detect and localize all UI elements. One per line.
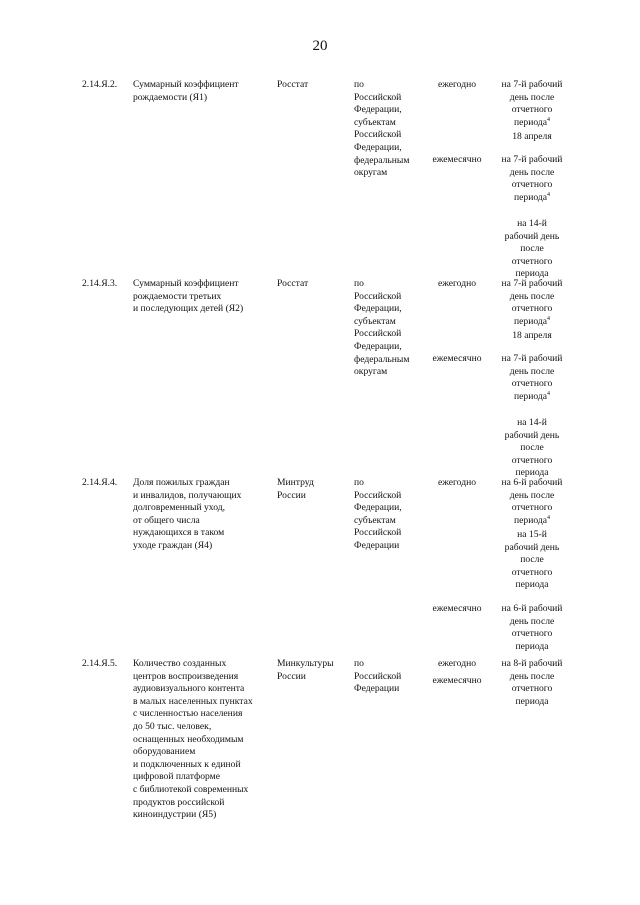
deadline-line: [494, 417, 570, 430]
indicator-name-line: и подключенных к единой: [133, 758, 241, 770]
detail-level: [354, 79, 424, 180]
deadline-text: отчетного: [511, 104, 553, 116]
indicator-name: [133, 278, 273, 316]
deadline-line: [494, 603, 570, 616]
deadline-line: [494, 542, 570, 555]
deadline-line: [494, 92, 570, 105]
detail-level-line: Российской: [354, 489, 402, 501]
deadline-line: [494, 104, 570, 117]
footnote-mark: 4: [546, 116, 550, 123]
deadline: [494, 131, 570, 144]
indicator-code: 2.14.Я.4.: [82, 477, 118, 488]
responsible-agency-line: Минтруд: [277, 477, 314, 488]
detail-level-line: субъектам: [354, 514, 396, 526]
deadline: [494, 477, 570, 527]
deadline-text: на 7-й рабочий: [501, 278, 563, 289]
responsible-agency-line: России: [277, 670, 306, 682]
deadline-line: [494, 79, 570, 92]
deadline-text: отчетного: [511, 502, 553, 514]
indicator-name-line: долговременный уход,: [133, 502, 226, 514]
deadline-text: на 8-й рабочий: [501, 658, 563, 669]
deadline: [494, 658, 570, 708]
indicator-name-line: продуктов российской: [133, 796, 225, 808]
responsible-agency-line: России: [277, 489, 306, 501]
periodicity: ежегодно: [437, 658, 477, 669]
deadline-line: [494, 567, 570, 580]
deadline-text: отчетного: [511, 628, 553, 640]
deadline-text: отчетного: [511, 255, 553, 267]
deadline-text: периода: [515, 695, 549, 707]
deadline-line: [494, 167, 570, 180]
deadline-text: периода: [514, 116, 547, 128]
responsible-agency-line: Минкультуры: [277, 658, 334, 669]
indicator-name-line: до 50 тыс. человек,: [133, 720, 212, 732]
deadline: [494, 218, 570, 281]
deadline-text: рабочий день: [504, 541, 560, 553]
responsible-agency-line: Росстат: [277, 278, 309, 289]
table-row: [0, 658, 640, 838]
indicator-code: 2.14.Я.3.: [82, 278, 118, 289]
deadline-line: [494, 256, 570, 269]
footnote-mark: 4: [546, 315, 550, 322]
indicator-name-line: и последующих детей (Я2): [133, 303, 244, 315]
deadline-line: [494, 628, 570, 641]
indicator-name-line: с библиотекой современных: [133, 783, 249, 795]
indicator-name-line: от общего числа: [133, 514, 200, 526]
page-number: 20: [312, 38, 328, 54]
deadline: [494, 278, 570, 328]
deadline: [494, 603, 570, 653]
deadline-line: [494, 683, 570, 696]
indicator-name: [133, 79, 273, 104]
deadline-line: [494, 641, 570, 654]
detail-level: [354, 477, 424, 553]
indicator-name-line: в малых населенных пунктах: [133, 695, 253, 707]
indicator-name-line: центров воспроизведения: [133, 670, 239, 682]
deadline-text: периода: [514, 191, 547, 203]
table-row: [0, 278, 640, 479]
deadline-line: [494, 391, 570, 404]
deadline-line: [494, 616, 570, 629]
indicator-name-line: цифровой платформе: [133, 771, 220, 783]
indicator-name-line: киноиндустрии (Я5): [133, 809, 217, 821]
footnote-mark: 4: [546, 514, 550, 521]
deadline-line: [494, 117, 570, 130]
detail-level-line: по: [354, 79, 364, 90]
deadline-line: [494, 477, 570, 490]
deadline-line: [494, 366, 570, 379]
indicator-name-line: оснащенных необходимым: [133, 733, 244, 745]
responsible-agency: [277, 658, 349, 683]
deadline: [494, 330, 570, 343]
detail-level-line: федеральным: [354, 154, 410, 166]
detail-level-line: Федерации,: [354, 141, 402, 153]
deadline-text: день после: [509, 91, 555, 103]
indicator-name-line: с численностью населения: [133, 708, 243, 720]
deadline-text: периода: [515, 579, 549, 591]
deadline: [494, 417, 570, 480]
deadline: [494, 154, 570, 204]
detail-level-line: по: [354, 477, 364, 488]
deadline-text: отчетного: [511, 303, 553, 315]
deadline-line: [494, 529, 570, 542]
indicator-code: 2.14.Я.5.: [82, 658, 118, 669]
deadline-text: день после: [509, 615, 555, 627]
deadline-text: периода: [514, 514, 547, 526]
deadline-line: [494, 554, 570, 567]
deadline-line: [494, 218, 570, 231]
deadline-text: периода: [515, 467, 549, 479]
responsible-agency-line: Росстат: [277, 79, 309, 90]
deadline-text: на 7-й рабочий: [501, 79, 563, 90]
table-row: [0, 477, 640, 657]
indicator-name-line: Суммарный коэффициент: [133, 79, 239, 90]
deadline-text: после: [520, 243, 544, 255]
deadline: [494, 79, 570, 129]
detail-level-line: Федерации: [354, 539, 400, 551]
indicator-name-line: и инвалидов, получающих: [133, 489, 242, 501]
detail-level-line: Федерации: [354, 683, 400, 695]
responsible-agency: [277, 477, 349, 502]
responsible-agency: [277, 278, 349, 291]
deadline-text: на 15-й: [517, 529, 547, 540]
periodicity: ежегодно: [437, 477, 477, 488]
deadline-text: периода: [514, 315, 547, 327]
detail-level-line: федеральным: [354, 353, 410, 365]
deadline-line: [494, 291, 570, 304]
deadline: [494, 529, 570, 592]
detail-level-line: Федерации,: [354, 303, 402, 315]
deadline-text: на 6-й рабочий: [501, 603, 563, 614]
detail-level-line: субъектам: [354, 116, 396, 128]
periodicity: ежемесячно: [432, 675, 482, 686]
deadline-line: [494, 278, 570, 291]
deadline-line: [494, 243, 570, 256]
deadline-text: на 6-й рабочий: [501, 477, 563, 488]
deadline-line: [494, 378, 570, 391]
deadline-text: периода: [515, 640, 549, 652]
deadline-line: [494, 671, 570, 684]
deadline-line: [494, 353, 570, 366]
deadline-line: [494, 316, 570, 329]
deadline-line: [494, 192, 570, 205]
indicator-name-line: рождаемости третьих: [133, 290, 222, 302]
deadline-text: день после: [509, 290, 555, 302]
deadline-line: [494, 330, 570, 343]
deadline-text: на 14-й: [517, 218, 547, 229]
deadline-text: 18 апреля: [512, 330, 552, 341]
deadline-line: [494, 455, 570, 468]
deadline-line: [494, 154, 570, 167]
indicator-name: [133, 477, 273, 553]
deadline: [494, 353, 570, 403]
detail-level: [354, 278, 424, 379]
deadline-line: [494, 131, 570, 144]
indicator-name-line: уходе граждан (Я4): [133, 539, 213, 551]
detail-level-line: округам: [354, 366, 388, 378]
periodicity: ежемесячно: [432, 154, 482, 165]
deadline-line: [494, 696, 570, 709]
deadline-text: периода: [514, 390, 547, 402]
deadline-text: 18 апреля: [512, 131, 552, 142]
indicator-name-line: оборудованием: [133, 746, 196, 758]
deadline-text: периода: [515, 268, 549, 280]
deadline-text: на 14-й: [517, 417, 547, 428]
detail-level-line: Российской: [354, 91, 402, 103]
deadline-line: [494, 231, 570, 244]
detail-level-line: Российской: [354, 129, 402, 141]
deadline-text: отчетного: [511, 683, 553, 695]
deadline-text: день после: [509, 365, 555, 377]
indicator-name-line: Количество созданных: [133, 658, 227, 669]
deadline-text: на 7-й рабочий: [501, 353, 563, 364]
deadline-text: отчетного: [511, 566, 553, 578]
deadline-line: [494, 658, 570, 671]
detail-level-line: Российской: [354, 670, 402, 682]
detail-level-line: Федерации,: [354, 340, 402, 352]
detail-level-line: субъектам: [354, 315, 396, 327]
deadline-line: [494, 303, 570, 316]
deadline-text: после: [520, 442, 544, 454]
deadline-text: отчетного: [511, 179, 553, 191]
detail-level-line: Федерации,: [354, 502, 402, 514]
deadline-line: [494, 442, 570, 455]
deadline-line: [494, 515, 570, 528]
deadline-line: [494, 179, 570, 192]
deadline-line: [494, 579, 570, 592]
table-row: [0, 79, 640, 280]
periodicity: ежемесячно: [432, 353, 482, 364]
periodicity: ежегодно: [437, 79, 477, 90]
indicator-code: 2.14.Я.2.: [82, 79, 118, 90]
periodicity: ежегодно: [437, 278, 477, 289]
deadline-line: [494, 502, 570, 515]
deadline-line: [494, 430, 570, 443]
deadline-text: день после: [509, 670, 555, 682]
detail-level-line: Федерации,: [354, 104, 402, 116]
indicator-name-line: нуждающихся в таком: [133, 527, 225, 539]
indicator-name: [133, 658, 273, 822]
deadline-text: отчетного: [511, 378, 553, 390]
periodicity: ежемесячно: [432, 603, 482, 614]
detail-level-line: по: [354, 278, 364, 289]
deadline-text: на 7-й рабочий: [501, 154, 563, 165]
detail-level-line: по: [354, 658, 364, 669]
deadline-line: [494, 490, 570, 503]
deadline-text: рабочий день: [504, 230, 560, 242]
detail-level-line: Российской: [354, 527, 402, 539]
footnote-mark: 4: [546, 390, 550, 397]
indicator-name-line: аудиовизуального контента: [133, 683, 245, 695]
indicator-name-line: Доля пожилых граждан: [133, 477, 230, 488]
indicator-name-line: Суммарный коэффициент: [133, 278, 239, 289]
deadline-text: рабочий день: [504, 429, 560, 441]
deadline-text: отчетного: [511, 454, 553, 466]
deadline-text: день после: [509, 166, 555, 178]
detail-level-line: Российской: [354, 290, 402, 302]
deadline-text: после: [520, 554, 544, 566]
detail-level: [354, 658, 424, 696]
footnote-mark: 4: [546, 191, 550, 198]
indicator-name-line: рождаемости (Я1): [133, 91, 208, 103]
responsible-agency: [277, 79, 349, 92]
detail-level-line: округам: [354, 167, 388, 179]
detail-level-line: Российской: [354, 328, 402, 340]
deadline-text: день после: [509, 489, 555, 501]
